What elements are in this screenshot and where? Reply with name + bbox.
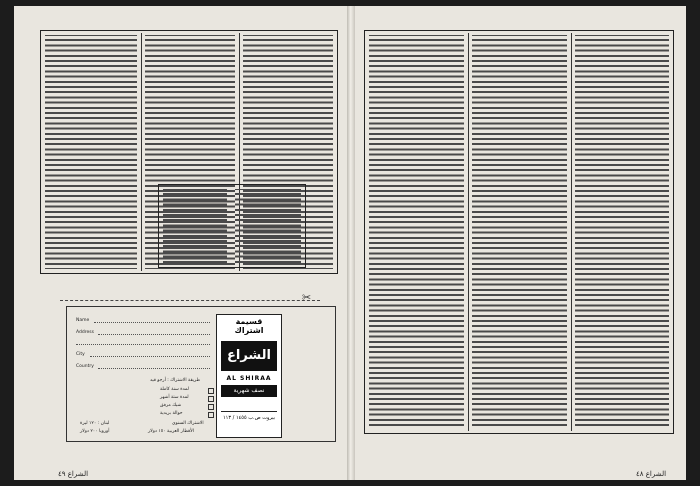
coupon-field-country: Country [76,364,94,369]
coupon-field-name: Name [76,318,90,323]
text-column-1 [43,34,139,270]
text-column-5 [470,34,569,430]
page-gutter [347,6,355,480]
option-half-year: لمدة ستة أشهر [160,395,189,400]
address-input-line[interactable] [98,334,210,335]
masthead-subtitle: نصف شهرية [221,385,277,397]
city-input-line[interactable] [90,356,210,357]
checkbox-postal[interactable] [208,412,214,418]
country-input-line[interactable] [98,368,210,369]
coupon-field-city: City [76,352,85,357]
masthead-address: بيروت ص.ب ١٤٥٥ / ١١٣ [221,411,277,433]
checkbox-half-year[interactable] [208,396,214,402]
masthead-logo: الشراع [221,341,277,371]
checkbox-year[interactable] [208,388,214,394]
rate-lebanon: لبنان : ١٢٠ ليرة [80,421,110,426]
option-subscribe: طريقة الاشتراك : أرجو قيد [150,378,201,383]
rates-label: الاشتراك السنوي [172,421,204,426]
text-column-6 [573,34,671,430]
rate-europe: أوروبا ٢٠٠ دولار [80,429,110,434]
magazine-logo-box [216,314,282,438]
option-year: لمدة سنة كاملة [160,387,189,392]
option-cheque: شيك مرفق [160,403,182,408]
coupon-field-address: Address [76,330,94,335]
rate-arab: الأقطار العربية ١٥٠ دولار [148,429,194,434]
option-postal: حوالة بريدية [160,411,183,416]
right-page-folio: الشراع ٤٨ [636,470,667,478]
address-input-line-2[interactable] [76,344,210,345]
masthead-latin: AL SHIRAA [226,375,272,382]
coupon-heading: قسيمة اشتراك [234,317,264,335]
boxed-note [158,184,306,268]
text-column-4 [367,34,466,430]
name-input-line[interactable] [94,322,210,323]
scissors-icon: ✂ [302,291,312,304]
left-page-folio: الشراع ٤٩ [58,470,89,478]
right-text-frame [364,30,674,434]
checkbox-cheque[interactable] [208,404,214,410]
